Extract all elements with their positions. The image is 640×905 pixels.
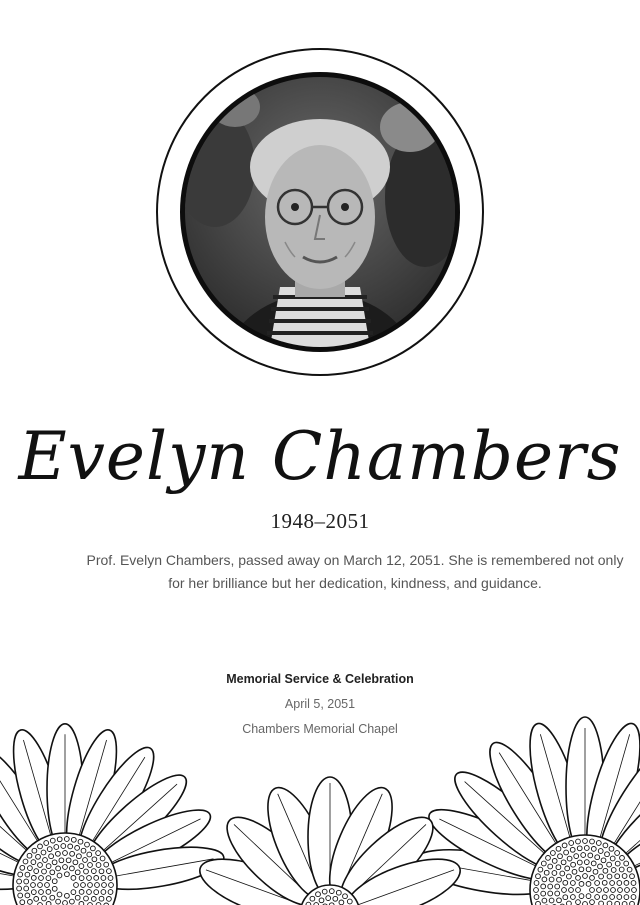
daisy-left xyxy=(0,724,227,905)
service-title: Memorial Service & Celebration xyxy=(226,672,414,686)
daisy-right xyxy=(411,717,640,905)
obituary-text: Prof. Evelyn Chambers, passed away on March 12, 2051. She is remembered not only for her brilliance but her dedication, kindness, and guidance. xyxy=(86,552,624,591)
service-date: April 5, 2051 xyxy=(284,697,356,711)
portrait-frame xyxy=(155,47,485,377)
life-years: 1948–2051 xyxy=(270,509,370,533)
deceased-name: Evelyn Chambers xyxy=(18,418,622,495)
daisy-center xyxy=(193,777,467,905)
service-location: Chambers Memorial Chapel xyxy=(242,722,398,736)
portrait-photo xyxy=(155,47,485,377)
